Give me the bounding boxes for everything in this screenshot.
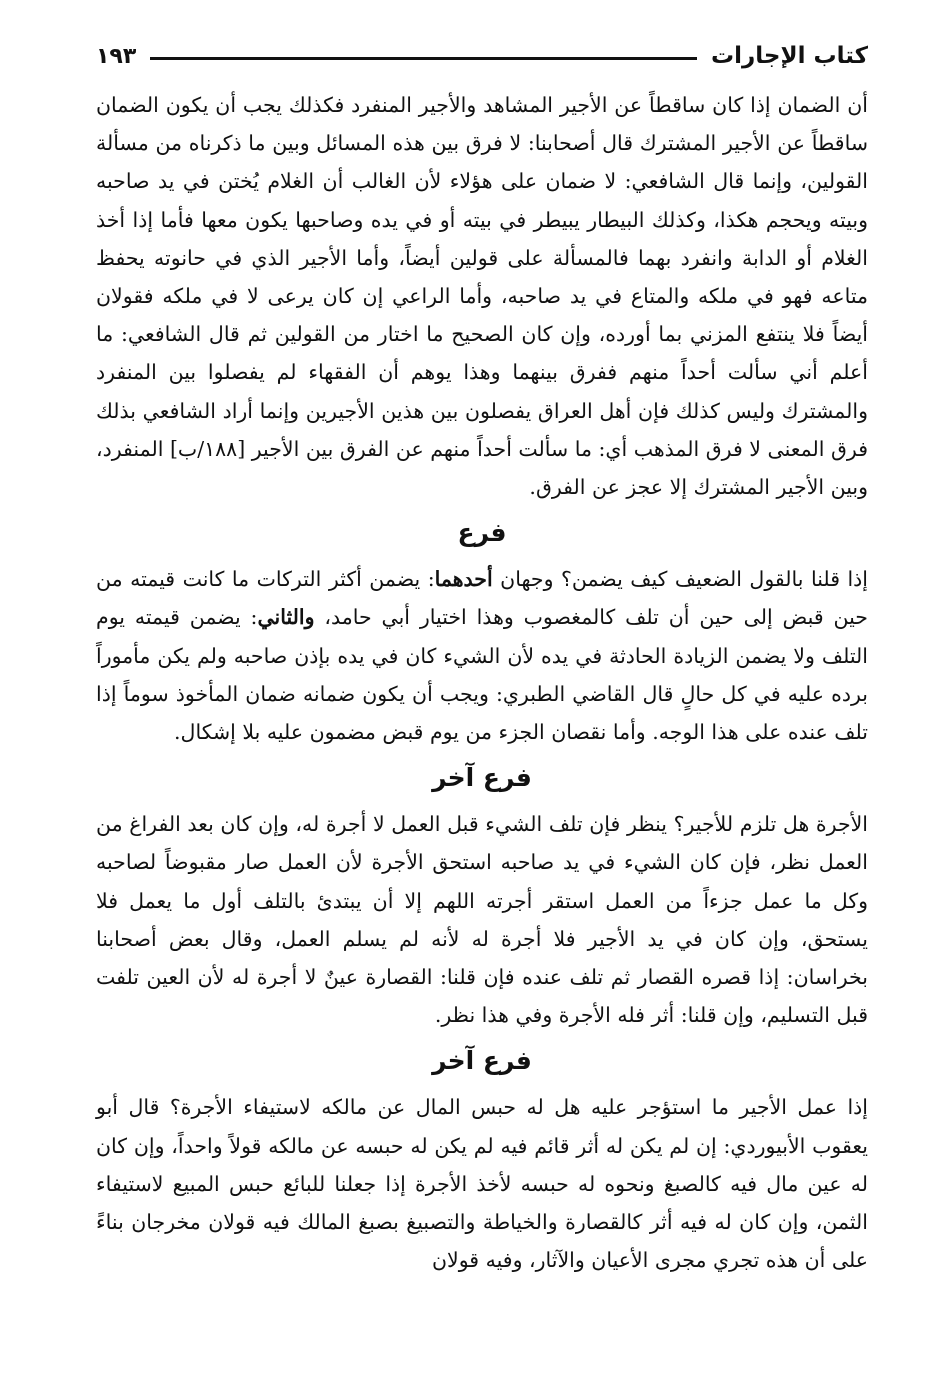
section-heading-far: فرع bbox=[457, 518, 507, 548]
paragraph-far-part1: إذا قلنا بالقول الضعيف كيف يضمن؟ وجهان bbox=[492, 567, 868, 592]
paragraph-far-akhar-1: الأجرة هل تلزم للأجير؟ ينظر فإن تلف الشيء قبل العمل لا أجرة له، وإن كان بعد الفراغ من العمل نظر، فإن كان الشيء في يد صاحبه استحق الأجرة لأن العمل صار مقبوضاً لصاحبه وكل ما عمل جزءاً من العمل استقر أجرته اللهم إلا أن يبتدئ بالتلف أول ما يعمل فلا يستحق، وإن كان في يد الأجير فلا أجرة له لأنه لم يسلم العمل، وقال بعض أصحابنا بخراسان: إذا قصره القصار ثم تلف عنده فإن قلنا: القصارة عينٌ لا أجرة له لأن العين تلفت قبل التسليم، وإن قلنا: أثر فله الأجرة وفي هذا نظر. bbox=[96, 812, 868, 1028]
page-number: ١٩٣ bbox=[96, 43, 137, 69]
header-rule bbox=[150, 57, 697, 60]
paragraph-opening: أن الضمان إذا كان ساقطاً عن الأجير المشاهد والأجير المنفرد فكذلك يجب أن يكون الضمان ساقطاً عن الأجير المشترك قال أصحابنا: لا فرق بين هذه المسائل وبين ما ذكرناه من مسألة القولين، وإنما قال الشافعي: لا ضمان على هؤلاء لأن الغالب أن الغلام يُختن في يد صاحبه وبيته ويحجم هكذا، وكذلك البيطار يبيطر في بيته أو في يده وصاحبها يكون معها فأما إذا أخذ الغلام أو الدابة وانفرد بهما فالمسألة على قولين أيضاً، وأما الأجير الذي في حانوته يحفظ متاعه فهو في ملكه والمتاع في يد صاحبه، وأما الراعي إن كان يرعى لا في ملكه فقولان أيضاً فلا ينتفع المزني بما أورده، وإن كان الصحيح ما اختار من القولين ثم قال الشافعي: ما أعلم أني سألت أحداً منهم ففرق بينهما وهذا يوهم أن الفقهاء لم يفصلوا بين المنفرد والمشترك وليس كذلك فإن أهل العراق يفصلون بين هذين الأجيرين وإنما أراد الشافعي بذلك فرق المعنى لا فرق المذهب أي: ما سألت أحداً منهم عن الفرق بين الأجير [١٨٨/ب] المنفرد، وبين الأجير المشترك إلا عجز عن الفرق. bbox=[96, 93, 868, 500]
paragraph-far bbox=[96, 560, 868, 751]
page-body bbox=[96, 86, 868, 1279]
paragraph-far-part3: : يضمن قيمته يوم التلف ولا يضمن الزيادة الحادثة في يده لأن الشيء كان في يده بإذن صاحبه ولم يكن مأموراً برده عليه في كل حالٍ قال القاضي الطبري: ويجب أن يكون ضمانه ضمان المأخوذ سوماً إذا تلف عنده على هذا الوجه. وأما نقصان الجزء من يوم قبض مضمون عليه بلا إشكال. bbox=[96, 605, 868, 745]
section-heading-far-akhar-2: فرع آخر bbox=[432, 1046, 532, 1076]
section-heading-far-akhar-1: فرع آخر bbox=[432, 763, 532, 793]
term-ahaduhuma: أحدهما bbox=[434, 567, 493, 592]
paragraph-far-part2: : يضمن أكثر التركات ما كانت قيمته من حين قبض إلى حين أن تلف كالمغصوب وهذا اختيار أبي حامد، bbox=[96, 567, 868, 630]
page-header bbox=[96, 34, 868, 78]
term-althani: والثاني bbox=[257, 605, 315, 630]
paragraph-far-akhar-2: إذا عمل الأجير ما استؤجر عليه هل له حبس المال عن مالكه لاستيفاء الأجرة؟ قال أبو يعقوب الأبيوردي: إن لم يكن له أثر قائم فيه لم يكن له حبسه عن مالكه قولاً واحداً، وإن كان له عين مال فيه كالصبغ ونحوه له حبسه لأخذ الأجرة إذا جعلنا للبائع حبس المبيع لاستيفاء الثمن، وإن كان له فيه أثر كالقصارة والخياطة والتصبيغ بصبغ المالك فيه قولان مخرجان بناءً على أن هذه تجري مجرى الأعيان والآثار، وفيه قولان bbox=[96, 1095, 868, 1273]
running-title: كتاب الإجارات bbox=[711, 43, 868, 69]
book-page bbox=[96, 34, 868, 1354]
